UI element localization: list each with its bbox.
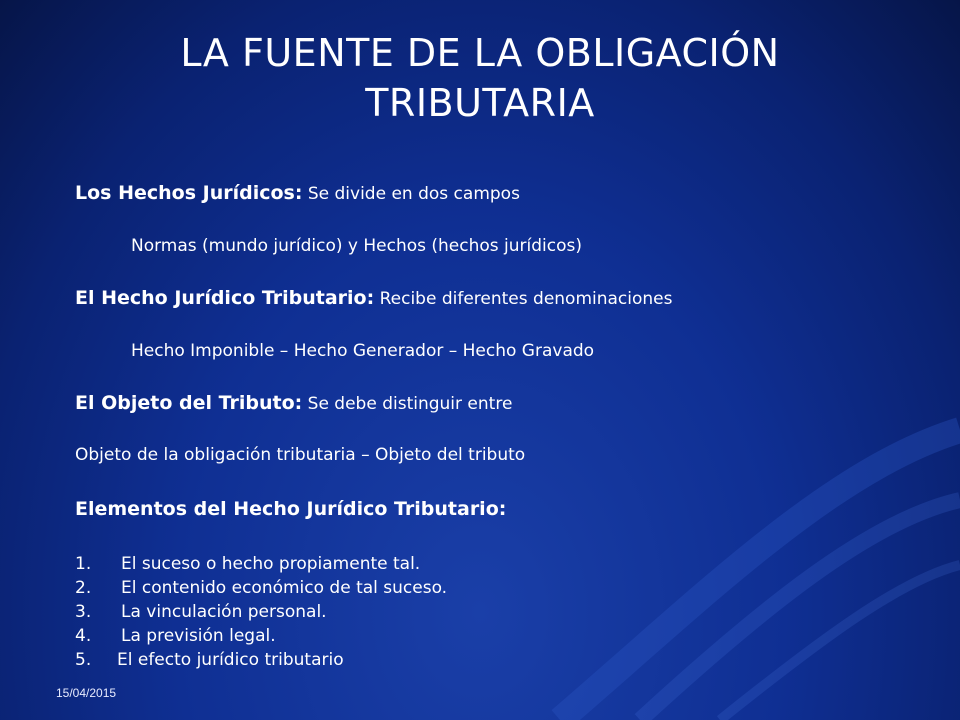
list-item [75,600,447,624]
section-heading: Elementos del Hecho Jurídico Tributario: [75,498,507,520]
list-item-number: 3. [75,602,92,622]
list-item-text: La previsión legal. [121,626,276,646]
section-description: Se divide en dos campos [302,184,520,204]
section-heading: El Hecho Jurídico Tributario: [75,287,375,309]
list-item-text: La vinculación personal. [121,602,327,622]
list-item-number: 1. [75,554,92,574]
list-item [75,624,447,648]
list-item-text: El efecto jurídico tributario [117,650,344,670]
title-line-2: TRIBUTARIA [365,81,595,125]
slide-title [0,28,960,128]
list-item [75,576,447,600]
list-item-number: 4. [75,626,92,646]
section-detail: Normas (mundo jurídico) y Hechos (hechos jurídicos) [131,236,582,256]
section-elementos [75,498,506,520]
list-item [75,552,447,576]
section-objeto-del-tributo [75,392,512,414]
section-hechos-juridicos [75,182,520,204]
section-detail: Objeto de la obligación tributaria – Objeto del tributo [75,445,526,465]
list-item [75,648,447,672]
list-item-text: El contenido económico de tal suceso. [121,578,448,598]
section-detail: Hecho Imponible – Hecho Generador – Hecho Gravado [131,341,595,361]
list-item-text: El suceso o hecho propiamente tal. [121,554,421,574]
footer-date: 15/04/2015 [56,686,117,700]
section-description: Se debe distinguir entre [302,394,513,414]
list-item-number: 5. [75,650,92,670]
section-description: Recibe diferentes denominaciones [374,289,673,309]
list-item-number: 2. [75,578,92,598]
elements-list [75,552,447,672]
section-hecho-juridico-tributario [75,287,673,309]
title-line-1: LA FUENTE DE LA OBLIGACIÓN [180,31,780,75]
section-heading: El Objeto del Tributo: [75,392,303,414]
section-heading: Los Hechos Jurídicos: [75,182,303,204]
